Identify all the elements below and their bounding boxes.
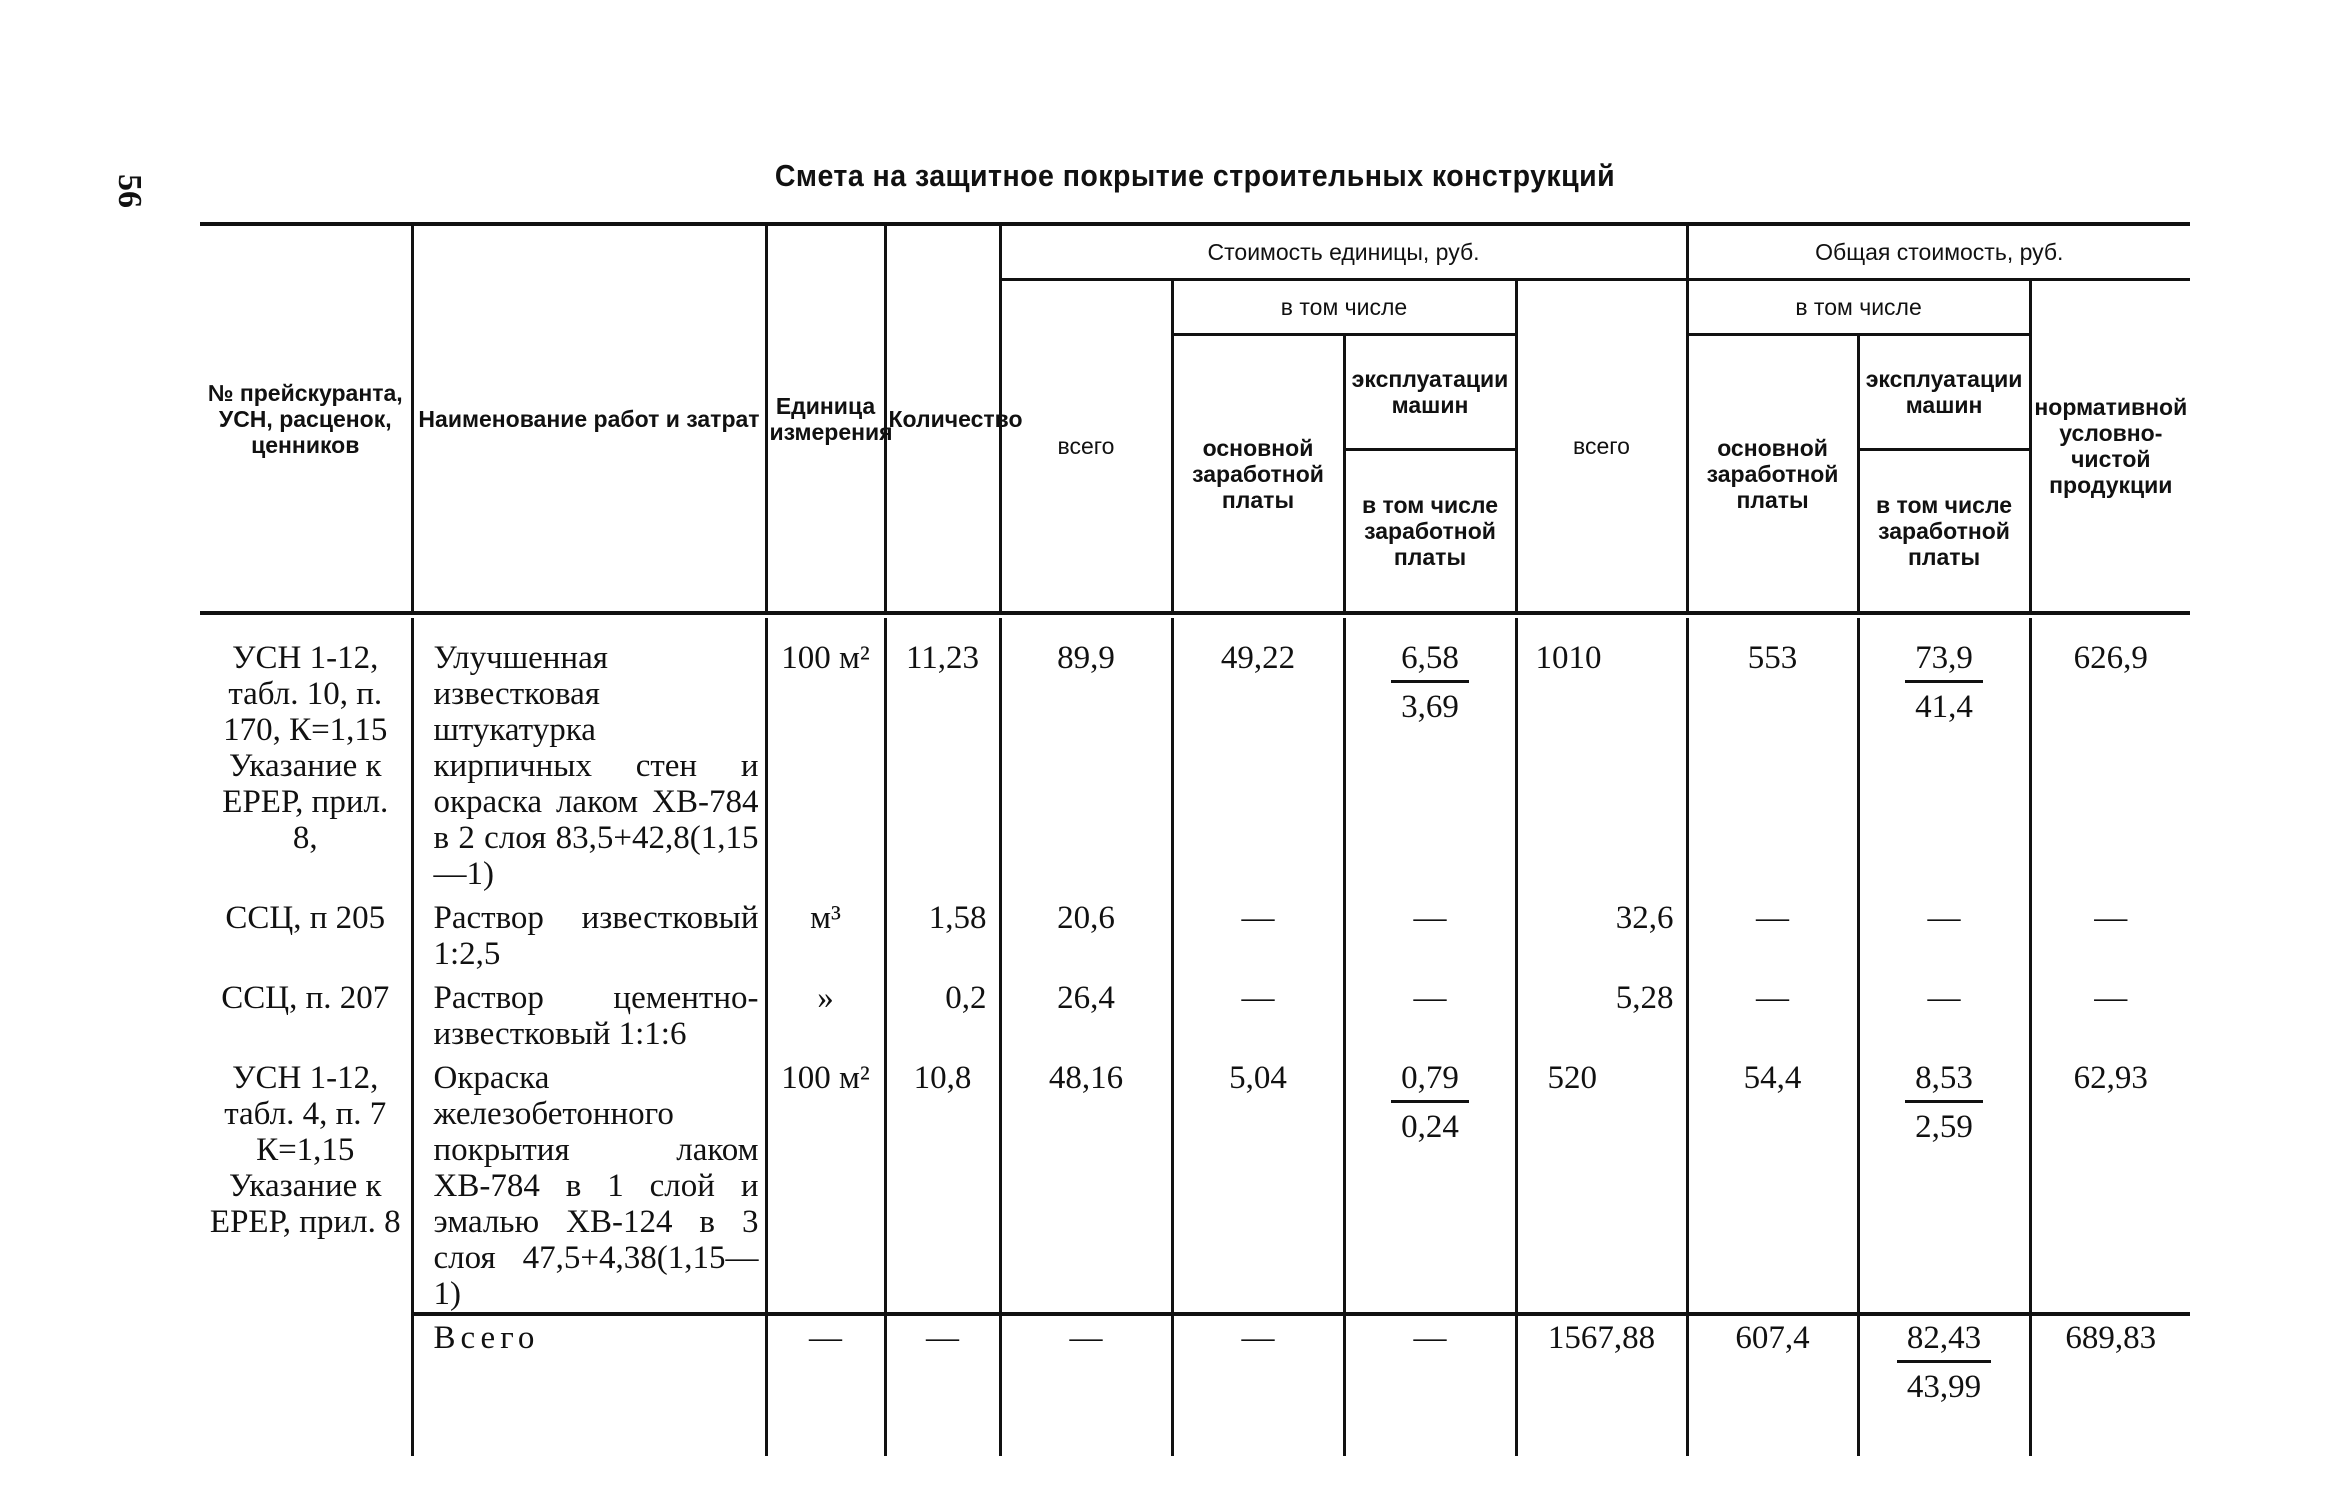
cell-unit: » — [766, 972, 885, 1052]
cell-total-wage: — — [1687, 972, 1858, 1052]
cell-unit-machines: — — [1344, 892, 1516, 972]
header-name: Наименование работ и затрат — [412, 224, 766, 613]
cell-name: Раствор цементно-известковый 1:1:6 — [412, 972, 766, 1052]
cell-unit-total: 89,9 — [1000, 618, 1172, 892]
cell-total-wage: — — [1687, 892, 1858, 972]
cell-qty: 0,2 — [885, 972, 1000, 1052]
cell-total-wage: 553 — [1687, 618, 1858, 892]
cell-total-wage: 54,4 — [1687, 1052, 1858, 1314]
header-total-machines-wage: в том числе заработной платы — [1876, 492, 2013, 570]
page-title: Смета на защитное покрытие строительных конструкций — [774, 158, 1616, 193]
header-total-incl: в том числе — [1687, 280, 2030, 335]
table-row — [200, 892, 2190, 972]
fraction-bottom: 3,69 — [1401, 689, 1459, 725]
cell-unit: м³ — [766, 892, 885, 972]
table-row — [200, 1052, 2190, 1314]
cell-name: Раствор известковый 1:2,5 — [412, 892, 766, 972]
cell-qty: 10,8 — [885, 1052, 1000, 1314]
header-qty: Количество — [885, 224, 1000, 613]
header-unit-base-wage: основной заработной платы — [1172, 335, 1344, 614]
cell-total-machines: — — [1858, 972, 2030, 1052]
cell-dash: — — [1344, 1314, 1516, 1456]
fraction-top: 0,79 — [1391, 1060, 1469, 1103]
header-unit-machines: эксплуатации машин — [1346, 336, 1515, 451]
cell-unit-wage: — — [1172, 892, 1344, 972]
cell-total: 1567,88 — [1516, 1314, 1687, 1456]
fraction-bottom: 43,99 — [1906, 1369, 1982, 1405]
cell-ref: УСН 1-12, табл. 4, п. 7 К=1,15 Указание к ЕРЕР, прил. 8 — [209, 1060, 401, 1240]
cell-net: 626,9 — [2030, 618, 2190, 892]
fraction-top: 8,53 — [1905, 1060, 1983, 1103]
cell-net: 62,93 — [2030, 1052, 2190, 1314]
cell-unit-machines: — — [1344, 972, 1516, 1052]
header-unit-machines-wage: в том числе заработной платы — [1361, 492, 1499, 570]
header-unit-cost: Стоимость единицы, руб. — [1000, 224, 1687, 280]
cell-qty: 1,58 — [885, 892, 1000, 972]
cell-unit: 100 м² — [766, 618, 885, 892]
header-unit: Единица измерения — [766, 224, 885, 613]
header-ref: № прейскуранта, УСН, расценок, ценников — [207, 379, 403, 458]
cell-empty — [200, 1314, 412, 1456]
header-unit-total: всего — [1000, 280, 1172, 614]
cell-net: 689,83 — [2030, 1314, 2190, 1456]
cell-dash: — — [1000, 1314, 1172, 1456]
cell-unit-wage: — — [1172, 972, 1344, 1052]
header-total-total: всего — [1516, 280, 1687, 614]
table-row — [200, 972, 2190, 1052]
cell-total: 32,6 — [1516, 892, 1687, 972]
cell-total: 520 — [1516, 1052, 1687, 1314]
header-net-product: нормативной условно-чистой продукции — [2030, 280, 2190, 614]
cell-unit-total: 48,16 — [1000, 1052, 1172, 1314]
cell-ref: ССЦ, п 205 — [225, 900, 386, 936]
cell-ref: УСН 1-12, табл. 10, п. 170, К=1,15 Указание к ЕРЕР, прил. 8, — [222, 640, 389, 856]
cell-qty: 11,23 — [885, 618, 1000, 892]
header-total-machines: эксплуатации машин — [1860, 336, 2029, 451]
total-row — [200, 1314, 2190, 1456]
cell-unit-total: 20,6 — [1000, 892, 1172, 972]
fraction-top: 6,58 — [1391, 640, 1469, 683]
fraction-bottom: 41,4 — [1915, 689, 1973, 725]
cell-total-wage: 607,4 — [1687, 1314, 1858, 1456]
cell-name: Улучшенная известковая штукатурка кирпичных стен и окраска лаком ХВ-784 в 2 слоя 83,5+42,8(1,15—1) — [412, 618, 766, 892]
fraction-bottom: 0,24 — [1401, 1109, 1459, 1145]
cell-dash: — — [766, 1314, 885, 1456]
cell-unit: 100 м² — [766, 1052, 885, 1314]
cell-total-machines — [1858, 618, 2030, 892]
cell-total-machines — [1858, 1052, 2030, 1314]
cell-total: 1010 — [1516, 618, 1687, 892]
cell-dash: — — [885, 1314, 1000, 1456]
header-total-cost: Общая стоимость, руб. — [1687, 224, 2190, 280]
cell-ref: ССЦ, п. 207 — [221, 980, 390, 1016]
cell-unit-wage: 5,04 — [1172, 1052, 1344, 1314]
cell-total-machines: — — [1858, 892, 2030, 972]
cell-total-machines — [1858, 1314, 2030, 1456]
table-header — [200, 222, 2190, 615]
cell-unit-wage: 49,22 — [1172, 618, 1344, 892]
cell-unit-total: 26,4 — [1000, 972, 1172, 1052]
cell-unit-machines — [1344, 618, 1516, 892]
cell-net: — — [2030, 892, 2190, 972]
cell-total: 5,28 — [1516, 972, 1687, 1052]
fraction-top: 73,9 — [1905, 640, 1983, 683]
cell-dash: — — [1172, 1314, 1344, 1456]
cell-name: Окраска железобетонного покрытия лаком ХВ-784 в 1 слой и эмалью ХВ-124 в 3 слоя 47,5+4,38(1,15—1) — [412, 1052, 766, 1314]
page-number: 56 — [111, 174, 148, 208]
fraction-top: 82,43 — [1897, 1320, 1991, 1363]
table-row — [200, 618, 2190, 892]
header-total-base-wage: основной заработной платы — [1687, 335, 1858, 614]
fraction-bottom: 2,59 — [1915, 1109, 1973, 1145]
total-label: Всего — [412, 1314, 766, 1456]
cell-net: — — [2030, 972, 2190, 1052]
cell-unit-machines — [1344, 1052, 1516, 1314]
header-unit-incl: в том числе — [1172, 280, 1516, 335]
table-body — [200, 618, 2190, 1456]
